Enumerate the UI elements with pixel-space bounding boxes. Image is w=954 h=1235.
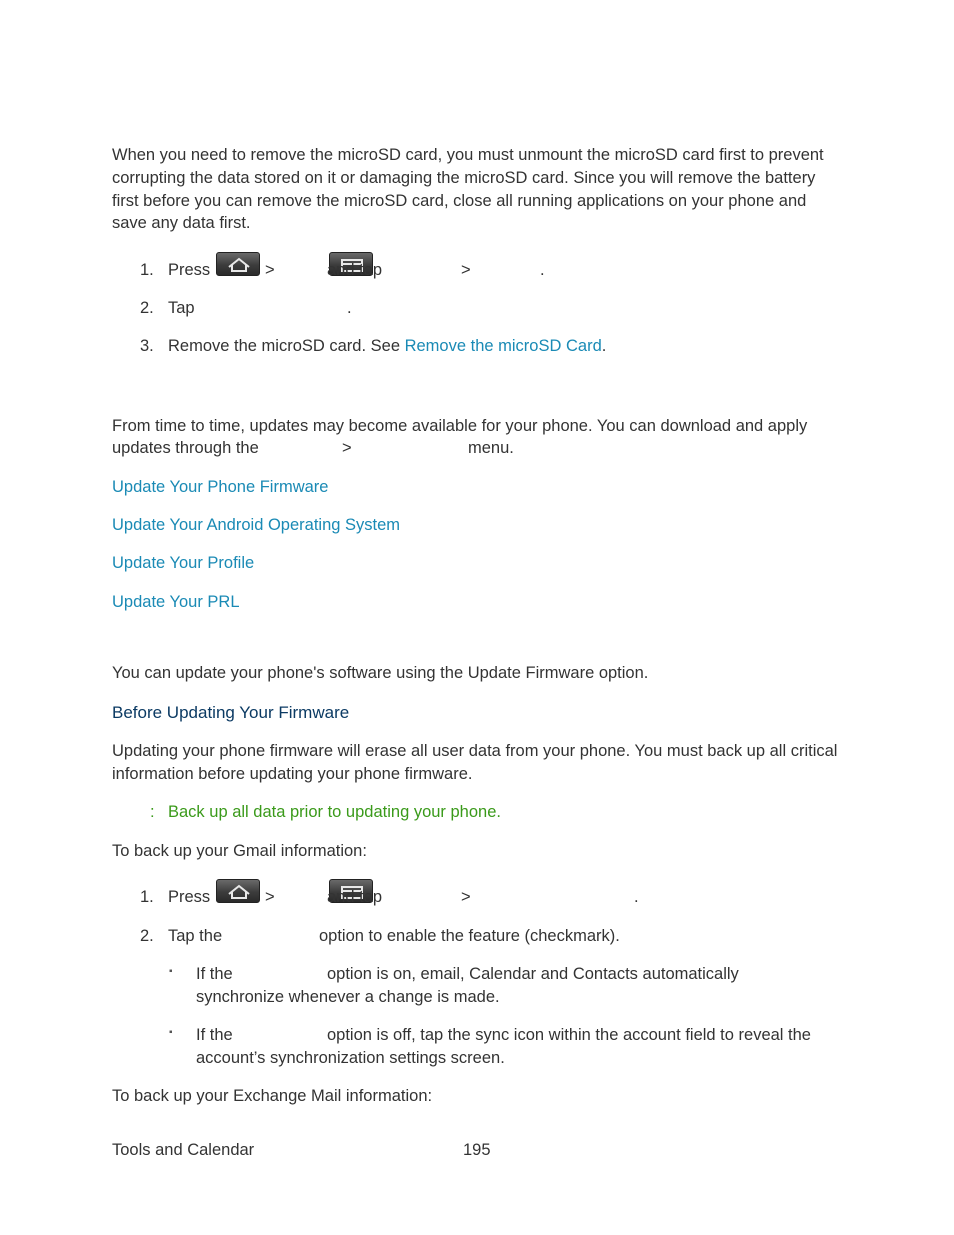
step-number: 2. [140,299,154,317]
step-text: option to enable the feature (checkmark). [319,927,620,945]
link-update-phone-firmware[interactable]: Update Your Phone Firmware [112,478,329,496]
step-text: Press [168,261,211,279]
gmail-intro: To back up your Gmail information: [112,842,367,860]
intro-paragraph: When you need to remove the microSD card, you must unmount the microSD card first to prevent corrupting the data stored on it or damaging the microSD card. Since you will remove the battery first before you can remove the microSD card, close all running applications on your phone and save any data first. [112,146,824,233]
link-update-profile[interactable]: Update Your Profile [112,554,255,572]
bullet-marker: ▪ [169,966,173,977]
step-text: and tap [327,888,383,906]
step-1 [0,259,954,285]
separator: > [342,439,352,457]
bullet-text: If the [196,1026,233,1044]
home-key-icon [216,252,260,276]
separator: > [461,261,471,279]
remove-microsd-link[interactable]: Remove the microSD Card [404,337,602,355]
bullet-text: option is off, tap the sync icon within the account field to reveal the [327,1026,811,1044]
updates-text: updates through the [112,439,259,457]
step-text: Press [168,888,211,906]
footer-page-number: 195 [463,1141,491,1159]
note-colon: : [150,803,155,821]
bullet-auto-sync-off [0,1024,954,1070]
gmail-step-1 [0,886,954,912]
separator: > [461,888,471,906]
note-text: Back up all data prior to updating your phone. [168,803,501,821]
step-number: 1. [140,261,154,279]
exchange-intro: To back up your Exchange Mail information: [112,1087,433,1105]
separator: > [265,888,275,906]
link-update-android-os[interactable]: Update Your Android Operating System [112,516,401,534]
step-text: Tap the [168,927,223,945]
bullet-text: If the [196,965,233,983]
bullet-text: synchronize whenever a change is made. [196,988,500,1006]
updates-line-1: From time to time, updates may become available for your phone. You can download and apply [112,417,808,435]
warning-paragraph: Updating your phone firmware will erase all user data from your phone. You must back up all critical information before updating your phone firmware. [112,742,838,783]
step-text: Remove the microSD card. See [168,337,405,355]
punctuation: . [347,299,352,317]
bullet-text: option is on, email, Calendar and Contacts automatically [327,965,739,983]
footer-section-title: Tools and Calendar [112,1141,255,1159]
bullet-marker: ▪ [169,1027,173,1038]
updates-text: menu. [468,439,514,457]
step-number: 1. [140,888,154,906]
step-number: 2. [140,927,154,945]
subheading-before-updating: Before Updating Your Firmware [112,703,350,722]
bullet-auto-sync-on [0,963,954,1009]
step-text: Tap [168,299,195,317]
step-text: and tap [327,261,383,279]
step-number: 3. [140,337,154,355]
firmware-intro: You can update your phone's software using the Update Firmware option. [112,664,649,682]
home-key-icon [216,879,260,903]
bullet-text: account’s synchronization settings screen. [196,1049,505,1067]
punctuation: . [634,888,639,906]
punctuation: . [601,337,607,355]
link-update-prl[interactable]: Update Your PRL [112,593,240,611]
punctuation: . [540,261,545,279]
separator: > [265,261,275,279]
